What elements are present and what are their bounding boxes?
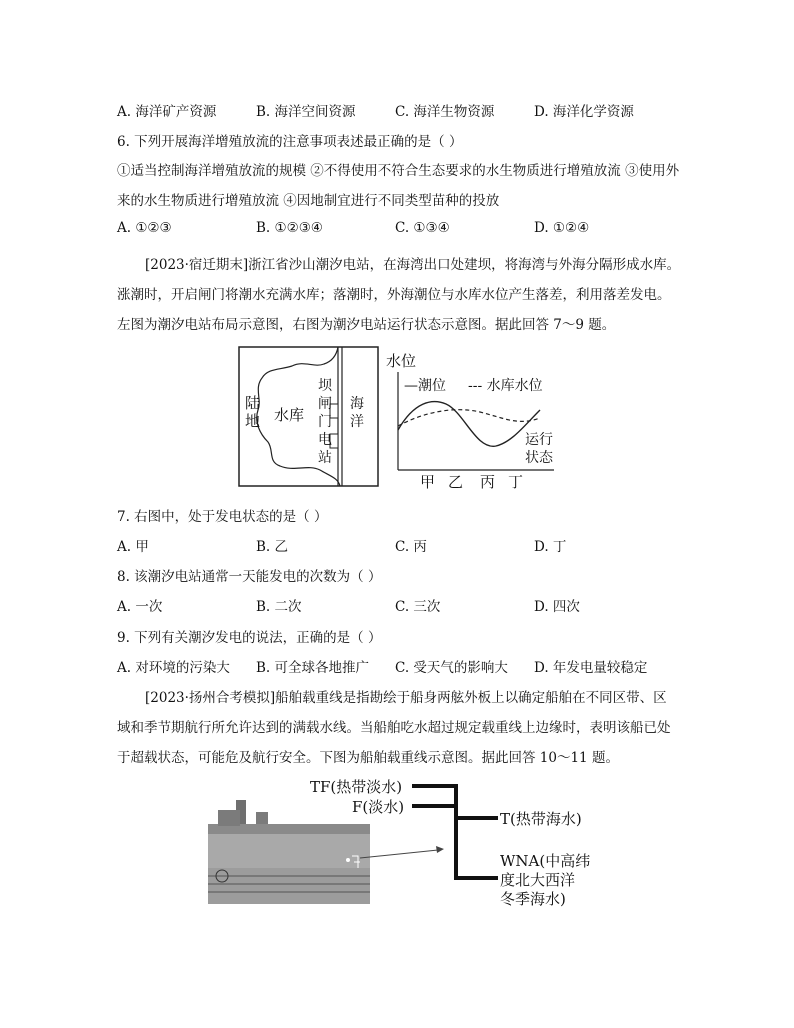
dam-label-3: 门 [318,414,332,430]
tidal-level-figure [384,346,564,494]
q7-option-a: A. 甲 [117,539,149,555]
q9-stem: 9. 下列有关潮汐发电的说法，正确的是（ ） [117,630,382,646]
q7-stem: 7. 右图中，处于发电状态的是（ ） [117,509,328,525]
ocean-label-1: 海 [350,396,364,412]
legend-tide: —潮位 [404,378,446,394]
q9-option-d: D. 年发电量较稳定 [534,660,648,676]
passage1-line3: 左图为潮汐电站布局示意图，右图为潮汐电站运行状态示意图。据此回答 7～9 题。 [117,317,616,333]
reservoir-label: 水库 [274,406,305,424]
q8-option-b: B. 二次 [256,599,302,615]
q7-option-c: C. 丙 [395,539,427,555]
q6-line1: ①适当控制海洋增殖放流的规模 ②不得使用不符合生态要求的水生物质进行增殖放流 ③使用外 [117,163,680,179]
label-f: F(淡水) [352,798,405,816]
label-wna-3: 冬季海水) [500,890,566,908]
q8-option-a: A. 一次 [117,599,163,615]
ship-load-line-figure [200,772,600,912]
q6-option-d: D. ①②④ [534,220,590,236]
q7-option-d: D. 丁 [534,539,567,555]
passage1-line2: 涨潮时，开启闸门将潮水充满水库；落潮时，外海潮位与水库水位产生落差，利用落差发电。 [117,287,671,303]
label-tf: TF(热带淡水) [310,778,403,796]
q6-stem: 6. 下列开展海洋增殖放流的注意事项表述最正确的是（ ） [117,134,463,150]
q6-option-a: A. ①②③ [117,220,172,236]
passage2-line1: [2023·扬州合考模拟]船舶载重线是指勘绘于船身两舷外板上以确定船舶在不同区带、区 [145,690,667,706]
x-tick-ding: 丁 [508,473,524,491]
state-label-1: 运行 [525,432,553,448]
q6-line2: 来的水生物质进行增殖放流 ④因地制宜进行不同类型苗种的投放 [117,193,500,209]
station-label-2: 站 [318,450,332,466]
label-t: T(热带海水) [500,810,582,828]
legend-reservoir: --- 水库水位 [468,378,543,394]
x-tick-yi: 乙 [448,473,464,491]
q5-option-b: B. 海洋空间资源 [256,104,356,120]
y-axis-label: 水位 [386,352,417,370]
land-label-1: 陆 [245,394,261,412]
passage2-line2: 域和季节期航行所允许达到的满载水线。当船舶吃水超过规定载重线上边缘时，表明该船已处 [117,720,671,736]
state-label-2: 状态 [525,450,553,466]
q8-stem: 8. 该潮汐电站通常一天能发电的次数为（ ） [117,569,382,585]
passage2-line3: 于超载状态，可能危及航行安全。下图为船舶载重线示意图。据此回答 10～11 题。 [117,750,619,766]
ship-photo [208,800,370,904]
dam-label-1: 坝 [318,378,332,394]
label-wna-2: 度北大西洋 [500,871,576,889]
q5-option-a: A. 海洋矿产资源 [117,104,217,120]
land-label-2: 地 [245,412,261,430]
q9-option-b: B. 可全球各地推广 [256,660,370,676]
q6-option-b: B. ①②③④ [256,220,323,236]
station-label-1: 电 [318,432,332,448]
dam-label-2: 闸 [318,396,332,412]
passage1-line1: [2023·宿迁期末]浙江省沙山潮汐电站，在海湾出口处建坝，将海湾与外海分隔形成水库。 [145,257,681,273]
tidal-station-layout-figure [238,346,380,488]
q6-option-c: C. ①③④ [395,220,450,236]
x-tick-bing: 丙 [480,473,496,491]
q5-option-d: D. 海洋化学资源 [534,104,634,120]
q9-option-c: C. 受天气的影响大 [395,660,508,676]
reservoir-curve [398,410,540,426]
q7-option-b: B. 乙 [256,539,289,555]
q9-option-a: A. 对环境的污染大 [117,660,230,676]
q8-option-d: D. 四次 [534,599,580,615]
x-tick-jia: 甲 [420,473,436,491]
label-wna-1: WNA(中高纬 [500,852,591,870]
tide-curve [398,402,540,447]
q5-option-c: C. 海洋生物资源 [395,104,495,120]
ocean-label-2: 洋 [350,414,364,430]
q8-option-c: C. 三次 [395,599,441,615]
